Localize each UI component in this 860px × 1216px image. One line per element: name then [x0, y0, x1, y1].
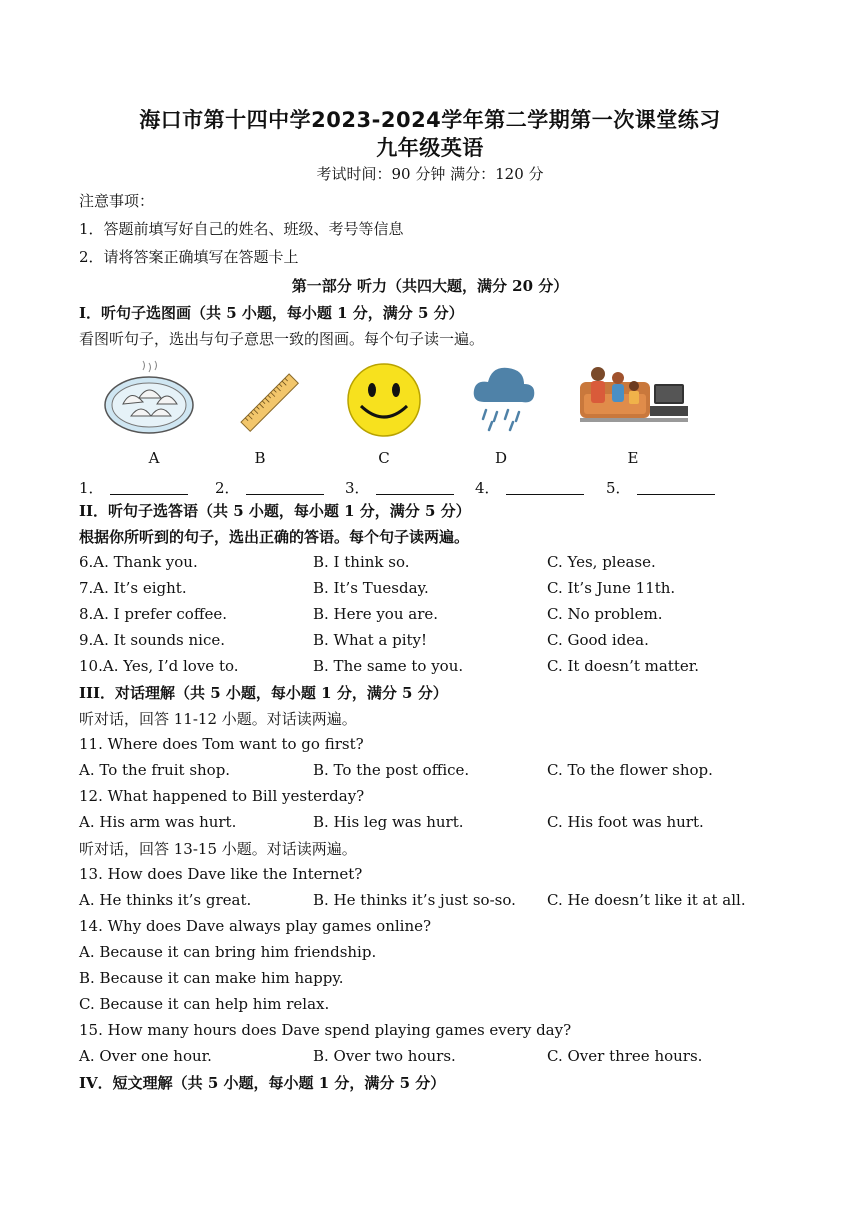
section1-instruction: 看图听句子，选出与句子意思一致的图画。每个句子读一遍。: [79, 330, 485, 348]
answer-blank[interactable]: [475, 477, 584, 498]
ruler-icon: [238, 370, 302, 436]
option-b[interactable]: B. I think so.: [313, 553, 410, 571]
option-b[interactable]: B. The same to you.: [313, 657, 464, 675]
option-b[interactable]: B. Here you are.: [313, 605, 439, 623]
option-b[interactable]: B. What a pity!: [313, 631, 428, 649]
option-c[interactable]: C. To the flower shop.: [547, 761, 713, 779]
part1-title: 第一部分 听力（共四大题，满分 20 分）: [291, 277, 569, 295]
section4-title: IV．短文理解（共 5 小题，每小题 1 分，满分 5 分）: [79, 1074, 446, 1092]
blank-number: 1．: [79, 479, 104, 497]
picture-label: A: [148, 449, 160, 467]
rain-cloud-icon: [470, 362, 538, 434]
option-c[interactable]: C. No problem.: [547, 605, 663, 623]
option-b[interactable]: B. He thinks it’s just so-so.: [313, 891, 516, 909]
option-b[interactable]: B. Because it can make him happy.: [79, 969, 344, 987]
option-c[interactable]: C. Yes, please.: [547, 553, 656, 571]
answer-blank[interactable]: [606, 477, 715, 498]
option-a[interactable]: 10.A. Yes, I’d love to.: [79, 657, 239, 675]
option-a[interactable]: 8.A. I prefer coffee.: [79, 605, 228, 623]
picture-label: C: [378, 449, 390, 467]
section2-instruction: 根据你所听到的句子，选出正确的答语。每个句子读两遍。: [79, 528, 470, 546]
note-item: 1．答题前填写好自己的姓名、班级、考号等信息: [79, 220, 404, 238]
option-c[interactable]: C. It’s June 11th.: [547, 579, 676, 597]
section3-instruction: 听对话，回答 11-12 小题。对话读两遍。: [79, 710, 357, 728]
picture-label: B: [254, 449, 266, 467]
exam-title: 海口市第十四中学2023-2024学年第二学期第一次课堂练习: [139, 108, 721, 132]
option-a[interactable]: 7.A. It’s eight.: [79, 579, 187, 597]
notes-heading: 注意事项：: [79, 192, 155, 210]
question-stem: 13. How does Dave like the Internet?: [79, 865, 363, 883]
picture-label: D: [494, 449, 508, 467]
question-stem: 15. How many hours does Dave spend playing games every day?: [79, 1021, 572, 1039]
blank-number: 3．: [345, 479, 370, 497]
option-c[interactable]: C. Over three hours.: [547, 1047, 703, 1065]
option-b[interactable]: B. To the post office.: [313, 761, 470, 779]
option-a[interactable]: 6.A. Thank you.: [79, 553, 198, 571]
section2-title: II．听句子选答语（共 5 小题，每小题 1 分，满分 5 分）: [79, 502, 471, 520]
option-b[interactable]: B. Over two hours.: [313, 1047, 456, 1065]
option-a[interactable]: A. To the fruit shop.: [79, 761, 231, 779]
option-b[interactable]: B. His leg was hurt.: [313, 813, 464, 831]
blank-number: 2．: [215, 479, 240, 497]
blank-line: [637, 480, 715, 495]
option-c[interactable]: C. Because it can help him relax.: [79, 995, 330, 1013]
blank-line: [246, 480, 324, 495]
option-c[interactable]: C. His foot was hurt.: [547, 813, 704, 831]
section3-title: III．对话理解（共 5 小题，每小题 1 分，满分 5 分）: [79, 684, 448, 702]
option-c[interactable]: C. It doesn’t matter.: [547, 657, 700, 675]
answer-blank[interactable]: [345, 477, 454, 498]
option-a[interactable]: A. His arm was hurt.: [79, 813, 237, 831]
dumplings-icon: [103, 360, 195, 436]
option-a[interactable]: A. Because it can bring him friendship.: [79, 943, 377, 961]
option-a[interactable]: A. He thinks it’s great.: [79, 891, 252, 909]
section1-title: I．听句子选图画（共 5 小题，每小题 1 分，满分 5 分）: [79, 304, 464, 322]
question-stem: 12. What happened to Bill yesterday?: [79, 787, 365, 805]
picture-label: E: [627, 449, 639, 467]
question-stem: 14. Why does Dave always play games online?: [79, 917, 432, 935]
smiley-icon: [345, 362, 423, 438]
blank-line: [376, 480, 454, 495]
note-item: 2．请将答案正确填写在答题卡上: [79, 248, 299, 266]
blank-line: [506, 480, 584, 495]
family-tv-icon: [580, 360, 688, 426]
answer-blank[interactable]: [79, 477, 188, 498]
answer-blank[interactable]: [215, 477, 324, 498]
exam-subtitle: 九年级英语: [376, 136, 484, 160]
section3-instruction: 听对话，回答 13-15 小题。对话读两遍。: [79, 840, 357, 858]
option-a[interactable]: A. Over one hour.: [79, 1047, 212, 1065]
blank-number: 5．: [606, 479, 631, 497]
option-b[interactable]: B. It’s Tuesday.: [313, 579, 429, 597]
option-c[interactable]: C. Good idea.: [547, 631, 649, 649]
question-stem: 11. Where does Tom want to go first?: [79, 735, 364, 753]
blank-line: [110, 480, 188, 495]
option-c[interactable]: C. He doesn’t like it at all.: [547, 891, 746, 909]
blank-number: 4．: [475, 479, 500, 497]
exam-info: 考试时间：90 分钟 满分：120 分: [316, 165, 544, 183]
option-a[interactable]: 9.A. It sounds nice.: [79, 631, 226, 649]
